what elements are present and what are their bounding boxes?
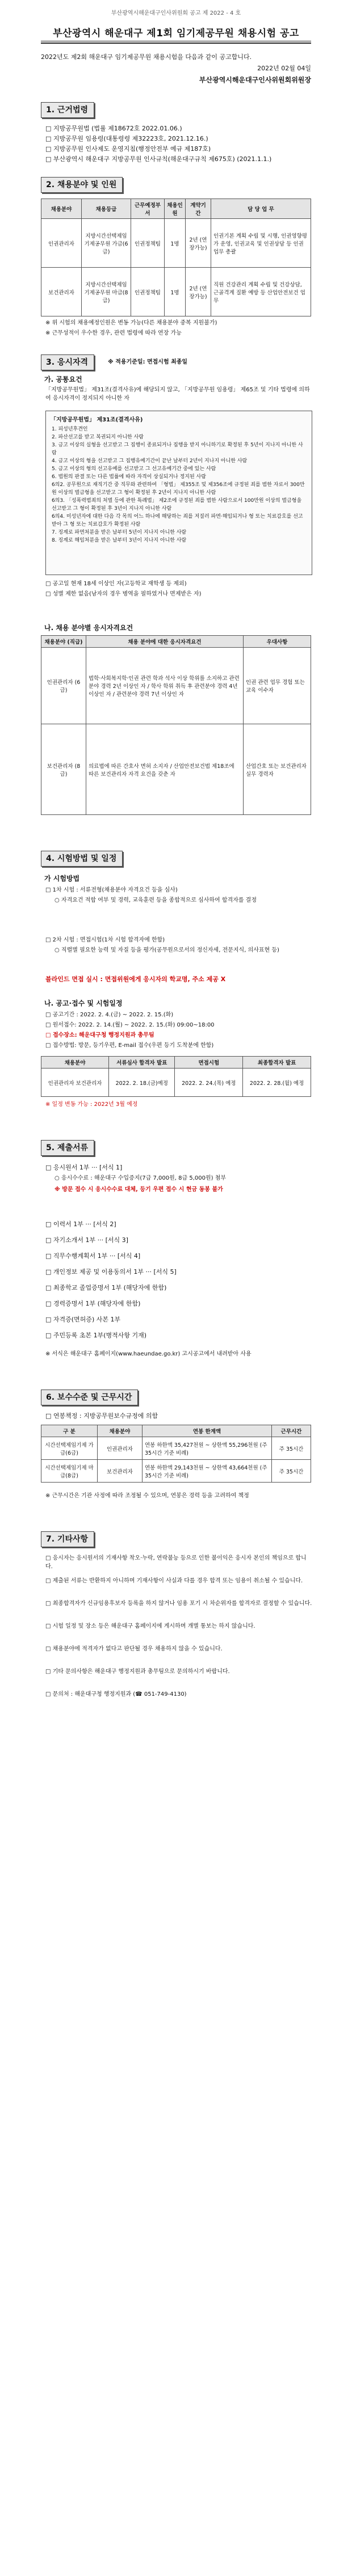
document-item: □ 경력증명서 1부 (해당자에 한함) [45, 1299, 312, 1308]
misc-item: □ 응시자는 응시원서의 기재사항 착오·누락, 연락불능 등으로 인한 불이익은 응시자 본인의 책임으로 합니다. [45, 1554, 312, 1571]
table-cell: 보건관리자 [98, 1460, 143, 1483]
table-cell: 인권관리자 [41, 219, 82, 268]
table-cell: 2년 (연장가능) [186, 219, 211, 268]
subsection-heading: 가 시험방법 [44, 875, 80, 882]
method-line: ○ 자격요건 적합 여부 및 경력, 교육훈련 등을 종합적으로 심사하여 합격자를 결정 [55, 896, 312, 905]
col-header: 계약기간 [186, 199, 211, 219]
recruit-table [41, 199, 311, 316]
table-cell: 인권관리자 [98, 1437, 143, 1460]
misc-item: □ 제출된 서류는 반환하지 아니하며 기재사항이 사실과 다를 경우 합격 또는 임용이 취소될 수 있습니다. [45, 1577, 312, 1585]
table-row [41, 1437, 311, 1460]
table-cell: 주 35시간 [272, 1460, 311, 1483]
box-line: 3. 금고 이상의 실형을 선고받고 그 집행이 종료되거나 집행을 받지 아니하기로 확정된 후 5년이 지나지 아니한 사람 [52, 442, 303, 456]
box-line: 6. 법원의 판결 또는 다른 법률에 따라 자격이 상실되거나 정지된 사람 [52, 474, 206, 480]
box-line: 4. 금고 이상의 형을 선고받고 그 집행유예기간이 끝난 날부터 2년이 지나지 아니한 사람 [52, 458, 248, 464]
forms-note: ※ 서식은 해운대구 홈페이지(www.haeundae.go.kr) 고시공고에서 내려받아 사용 [45, 1351, 252, 1357]
salary-table [41, 1425, 311, 1483]
law-item: □ 지방공무원 인사제도 운영지침(행정안전부 예규 제187호) [45, 144, 312, 154]
box-line: 5. 금고 이상의 형의 선고유예를 선고받고 그 선고유예기간 중에 있는 사람 [52, 466, 216, 472]
box-line: 8. 징계로 해임처분을 받은 날부터 3년이 지나지 아니한 사람 [52, 538, 187, 543]
col-header: 근무시간 [272, 1425, 311, 1437]
table-header-row [41, 636, 311, 648]
table-header-row [41, 199, 311, 219]
table-row [41, 219, 311, 268]
table-cell: 인권관리자 보건관리자 [41, 1069, 109, 1097]
subsection-heading: 나. 채용 분야별 응시자격요건 [44, 624, 133, 632]
col-header: 채용분야 [41, 199, 82, 219]
table-cell: 인권관리자 (6급) [41, 648, 86, 724]
method-line: □ 2차 시험 : 면접시험(1차 시험 합격자에 한함) [45, 936, 312, 944]
intro-text: 2022년도 제2회 해운대구 임기제공무원 채용시험을 다음과 같이 공고합니다. [41, 53, 252, 61]
schedule-line: □ 원서접수: 2022. 2. 14.(월) ~ 2022. 2. 15.(화) 09:00~18:00 [45, 1021, 312, 1029]
box-line: 7. 징계로 파면처분을 받은 날부터 5년이 지나지 아니한 사람 [52, 530, 187, 535]
disqualification-box [45, 411, 312, 575]
table-cell: 직원 건강관리 계획 수립 및 건강상담, 근골격계 질환 예방 등 산업안전보건 업무 [211, 268, 311, 316]
table-cell: 지방시간선택제임기제공무원 가급(6급) [82, 219, 131, 268]
col-header: 면접시험 [175, 1057, 243, 1069]
document-item: □ 자기소개서 1부 ··· [서식 3] [45, 1235, 312, 1245]
section-1-heading: 1. 근거법령 [41, 102, 94, 118]
table-header-row [41, 1425, 311, 1437]
section-4-heading: 4. 시험방법 및 일정 [41, 851, 123, 867]
document-item: ※ 방문 접수 시 응시수수료 대체, 등기 우편 접수 시 현금 동봉 불가 [55, 1186, 223, 1193]
table-header-row [41, 1057, 311, 1069]
table-cell: 인권기본 계획 수립 및 시행, 인권영향평가 운영, 인권교육 및 인권상담 등 인권 업무 총괄 [211, 219, 311, 268]
eligibility-text: 「지방공무원법」 제31조(결격사유)에 해당되지 않고, 「지방공무원 임용령」 제65조 및 기타 법령에 의하여 응시자격이 정지되지 아니한 자 [45, 387, 310, 402]
box-line: 2. 파산선고를 받고 복권되지 아니한 사람 [52, 434, 144, 440]
blind-interview-notice: 블라인드 면접 실시 : 면접위원에게 응시자의 학교명, 주소 제공 X [45, 975, 226, 983]
section-3-heading: 3. 응시자격 [41, 354, 94, 370]
table-cell: 시간선택제임기제 가급(6급) [41, 1437, 98, 1460]
table-cell: 2022. 2. 24.(목) 예정 [175, 1069, 243, 1097]
col-header: 서류심사 합격자 발표 [109, 1057, 175, 1069]
col-header: 구 분 [41, 1425, 98, 1437]
misc-item: □ 시험 일정 및 장소 등은 해운대구 홈페이지에 게시하며 개별 통보는 하지 않습니다. [45, 1622, 312, 1631]
table-row [41, 268, 311, 316]
law-item: □ 지방공무원법 (법률 제18672호 2022.01.06.) [45, 124, 312, 133]
method-line: ○ 직렬별 필요한 능력 및 자질 등을 평가(공무원으로서의 정신자세, 전문지식, 의사표현 등) [55, 946, 312, 955]
subsection-heading: 나. 공고·접수 및 시험일정 [44, 999, 123, 1007]
document-item: ○ 응시수수료 : 해운대구 수입증지(7급 7,000원, 8급 5,000원) 첨부 [55, 1174, 312, 1183]
document-item: □ 주민등록 초본 1부(병적사항 기재) [45, 1331, 312, 1340]
misc-item: □ 채용분야에 적격자가 없다고 판단될 경우 채용하지 않을 수 있습니다. [45, 1645, 312, 1653]
document-item: □ 최종학교 졸업증명서 1부 (해당자에 한함) [45, 1283, 312, 1293]
document-item: □ 자격증(면허증) 사본 1부 [45, 1315, 312, 1324]
table-cell: 보건관리자 (8급) [41, 724, 86, 815]
schedule-line: □ 접수장소: 해운대구청 행정지원과 총무팀 [45, 1031, 312, 1040]
col-header: 최종합격자 발표 [243, 1057, 311, 1069]
table-cell: 지방시간선택제임기제공무원 마급(8급) [82, 268, 131, 316]
table-row [41, 724, 311, 815]
salary-note: ※ 근무시간은 기관 사정에 따라 조정될 수 있으며, 연봉은 경력 등을 고려하여 책정 [45, 1493, 249, 1499]
document-item: □ 직무수행계획서 1부 ··· [서식 4] [45, 1251, 312, 1261]
table-cell: 인권정책팀 [131, 219, 165, 268]
table-cell: 보건관리자 [41, 268, 82, 316]
col-header: 채용분야 (직급) [41, 636, 86, 648]
table-cell: 연봉 하한액 29,143천원 ~ 상한액 43,664천원 (주 35시간 기준 비례) [143, 1460, 272, 1483]
misc-item: □ 기타 문의사항은 해운대구 행정지원과 총무팀으로 문의하시기 바랍니다. [45, 1667, 312, 1676]
schedule-line: □ 접수방법: 방문, 등기우편, E-mail 접수(우편 등기 도착분에 한함) [45, 1041, 312, 1050]
salary-basis: □ 연봉책정 : 지방공무원보수규정에 의함 [45, 1411, 312, 1421]
box-title: 「지방공무원법」 제31조(결격사유) [51, 417, 143, 423]
table-row [41, 1460, 311, 1483]
table-cell: 2년 (연장가능) [186, 268, 211, 316]
table-cell: 산업간호 또는 보건관리자 실무 경력자 [244, 724, 311, 815]
contact-info: □ 문의처 : 해운대구청 행정지원과 (☎ 051-749-4130) [45, 1690, 312, 1699]
table-row [41, 648, 311, 724]
col-header: 채용분야 [98, 1425, 143, 1437]
col-header: 담 당 업 무 [211, 199, 311, 219]
box-line: 6의3. 「성폭력범죄의 처벌 등에 관한 특례법」 제2조에 규정된 죄를 범한 사람으로서 100만원 이상의 벌금형을 선고받고 그 형이 확정된 후 3년이 지나지 아니한 사람 [52, 498, 302, 512]
notice-id: 부산광역시해운대구인사위원회 공고 제 2022 - 4 호 [111, 10, 241, 16]
col-header: 우대사항 [244, 636, 311, 648]
table-cell: 의료법에 따른 간호사 면허 소지자 / 산업안전보건법 제18조에 따른 보건관리자 자격 요건을 갖춘 자 [86, 724, 244, 815]
misc-item: □ 최종합격자가 신규임용후보자 등록을 하지 않거나 임용 포기 시 차순위자를 합격자로 결정할 수 있습니다. [45, 1599, 312, 1608]
subsection-heading: 가. 공통요건 [44, 375, 82, 383]
box-line: 6의4. 미성년자에 대한 다음 각 목의 어느 하나에 해당하는 죄를 저질러 파면·해임되거나 형 또는 치료감호를 선고받아 그 형 또는 치료감호가 확정된 사람 [52, 514, 303, 527]
schedule-table [41, 1056, 311, 1097]
eligibility-text: □ 공고일 현재 18세 이상인 자(고등학교 재학생 등 제외) [45, 580, 312, 588]
notice-date: 2022년 02월 04일 [257, 65, 311, 72]
col-header: 채용등급 [82, 199, 131, 219]
requirement-table [41, 635, 311, 815]
document-item: □ 이력서 1부 ··· [서식 2] [45, 1219, 312, 1229]
col-header: 연봉 한계액 [143, 1425, 272, 1437]
document-item: □ 개인정보 제공 및 이용동의서 1부 ··· [서식 5] [45, 1267, 312, 1277]
section-5-heading: 5. 제출서류 [41, 1140, 94, 1156]
section-7-heading: 7. 기타사항 [41, 1531, 94, 1547]
document-item: □ 응시원서 1부 ··· [서식 1] [45, 1163, 312, 1172]
table-cell: 2022. 2. 28.(월) 예정 [243, 1069, 311, 1097]
recruit-note: ※ 근무성적이 우수한 경우, 관련 법령에 따라 연장 가능 [45, 329, 312, 337]
recruit-note: ※ 위 시험의 채용예정인원은 변동 가능(다른 채용분야 중복 지원불가) [45, 319, 312, 327]
table-cell: 인권정책팀 [131, 268, 165, 316]
box-line: 1. 피성년후견인 [52, 426, 88, 432]
table-cell: 2022. 2. 18.(금)예정 [109, 1069, 175, 1097]
issuer: 부산광역시해운대구인사위원회위원장 [199, 76, 311, 84]
section-2-heading: 2. 채용분야 및 인원 [41, 177, 123, 193]
box-line: 6의2. 공무원으로 재직기간 중 직무와 관련하여 「형법」 제355조 및 제356조에 규정된 죄를 범한 자로서 300만원 이상의 벌금형을 선고받고 그 형이 확정된 후 2년이 지나지 아니한 사람 [52, 482, 305, 496]
law-item: □ 지방공무원 임용령(대통령령 제32223호, 2021.12.16.) [45, 134, 312, 143]
law-item: □ 부산광역시 해운대구 지방공무원 인사규칙(해운대구규칙 제675호) (2021.1.1.) [45, 154, 312, 164]
table-cell: 법학·사회복지학·인권 관련 학과 석사 이상 학위를 소지하고 관련분야 경력 2년 이상인 자 / 학사 학위 취득 후 관련분야 경력 4년 이상인 자 / 관련분야 경력 7년 이상인 자 [86, 648, 244, 724]
title-rule [41, 41, 311, 44]
section-6-heading: 6. 보수수준 및 근무시간 [41, 1390, 138, 1405]
schedule-note: ※ 일정 변동 가능 : 2022년 3월 예정 [45, 1101, 138, 1108]
table-cell: 1명 [165, 268, 186, 316]
criteria-note: ※ 적용기준일: 면접시험 최종일 [108, 359, 188, 365]
col-header: 채용인원 [165, 199, 186, 219]
col-header: 채용분야 [41, 1057, 109, 1069]
schedule-line: □ 공고기간 : 2022. 2. 4.(금) ~ 2022. 2. 15.(화) [45, 1011, 312, 1019]
table-cell: 인권 관련 업무 경험 또는 교육 이수자 [244, 648, 311, 724]
table-cell: 1명 [165, 219, 186, 268]
method-line: □ 1차 시험 : 서류전형(채용분야 자격요건 등을 심사) [45, 886, 312, 894]
col-header: 근무예정부서 [131, 199, 165, 219]
col-header: 채용 분야에 대한 응시자격요건 [86, 636, 244, 648]
table-row [41, 1069, 311, 1097]
page-title: 부산광역시 해운대구 제1회 임기제공무원 채용시험 공고 [53, 28, 299, 39]
table-cell: 연봉 하한액 35,427천원 ~ 상한액 55,296천원 (주 35시간 기준 비례) [143, 1437, 272, 1460]
table-cell: 주 35시간 [272, 1437, 311, 1460]
eligibility-text: □ 성별 제한 없음(남자의 경우 병역을 필하였거나 면제받은 자) [45, 590, 312, 598]
table-cell: 시간선택제임기제 마급(8급) [41, 1460, 98, 1483]
